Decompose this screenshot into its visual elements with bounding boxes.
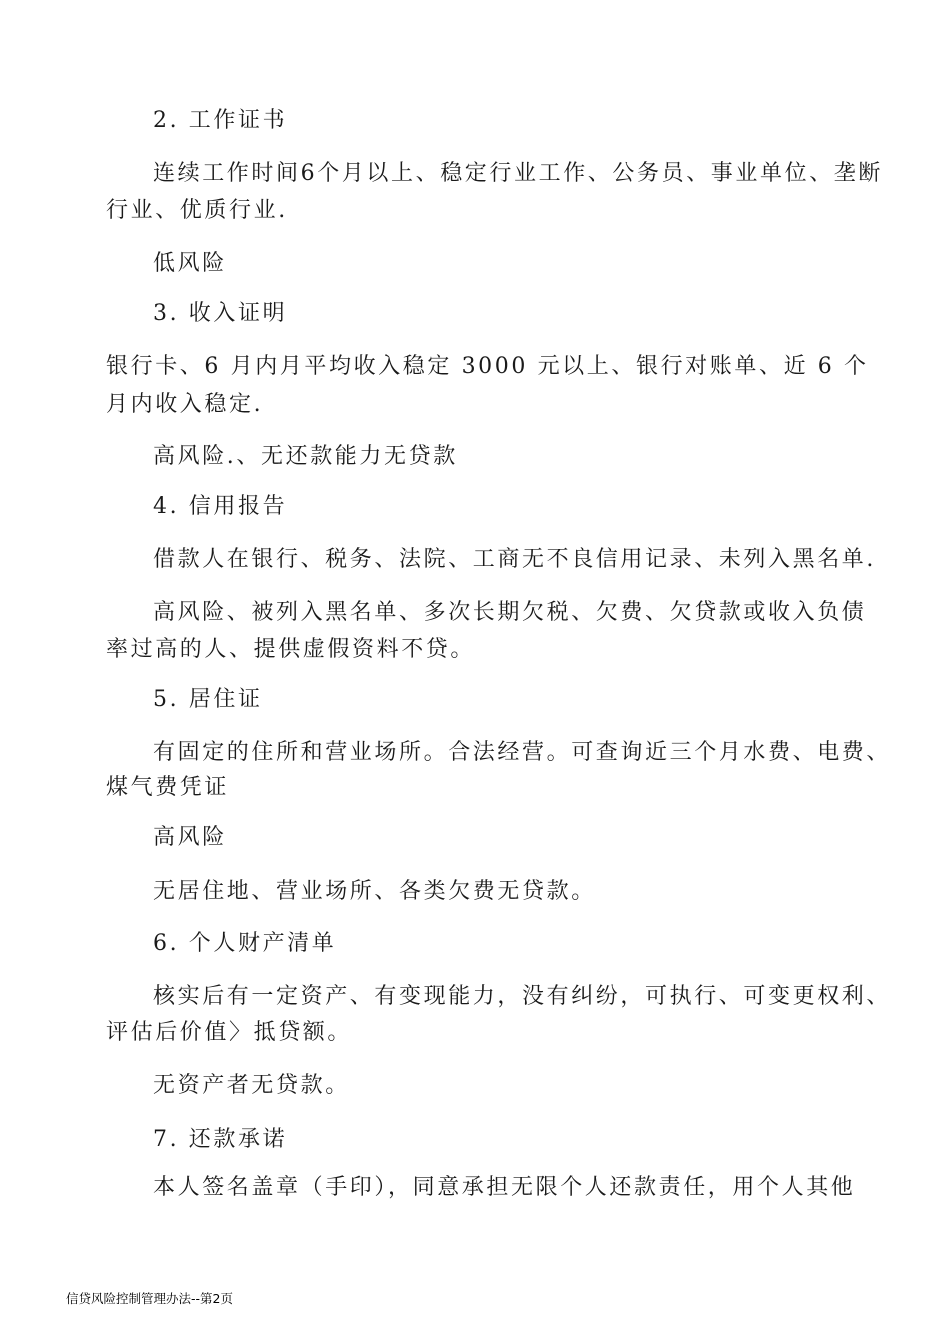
paragraph-line: 借款人在银行、税务、法院、工商无不良信用记录、未列入黑名单.: [153, 547, 876, 572]
paragraph-line: 连续工作时间6个月以上、稳定行业工作、公务员、事业单位、垄断: [153, 161, 883, 186]
section-heading-residence-permit: 5. 居住证: [153, 687, 263, 712]
paragraph-line: 率过高的人、提供虚假资料不贷。: [106, 637, 476, 662]
page-footer: 信贷风险控制管理办法--第2页: [66, 1291, 233, 1306]
paragraph-line: 无资产者无贷款。: [153, 1073, 350, 1098]
paragraph-line: 银行卡、6 月内月平均收入稳定 3000 元以上、银行对账单、近 6 个: [106, 354, 869, 379]
paragraph-line: 高风险、被列入黑名单、多次长期欠税、欠费、欠贷款或收入负债: [153, 600, 867, 625]
risk-level-text: 低风险: [153, 251, 227, 276]
paragraph-line: 本人签名盖章（手印），同意承担无限个人还款责任，用个人其他: [153, 1175, 856, 1200]
risk-level-text: 高风险.、无还款能力无贷款: [153, 444, 458, 469]
paragraph-line: 月内收入稳定.: [106, 392, 264, 417]
paragraph-line: 核实后有一定资产、有变现能力，没有纠纷，可执行、可变更权利、: [153, 984, 892, 1009]
paragraph-line: 评估后价值〉抵贷额。: [106, 1020, 353, 1045]
section-heading-credit-report: 4. 信用报告: [153, 494, 288, 519]
section-heading-income-proof: 3. 收入证明: [153, 301, 288, 326]
risk-level-text: 高风险: [153, 825, 227, 850]
section-heading-work-certificate: 2. 工作证书: [153, 108, 288, 133]
section-heading-repayment-commitment: 7. 还款承诺: [153, 1127, 288, 1152]
paragraph-line: 有固定的住所和营业场所。合法经营。可查询近三个月水费、电费、: [153, 740, 892, 765]
paragraph-line: 无居住地、营业场所、各类欠费无贷款。: [153, 879, 596, 904]
paragraph-line: 煤气费凭证: [106, 775, 230, 800]
paragraph-line: 行业、优质行业.: [106, 198, 288, 223]
section-heading-personal-property: 6. 个人财产清单: [153, 931, 337, 956]
